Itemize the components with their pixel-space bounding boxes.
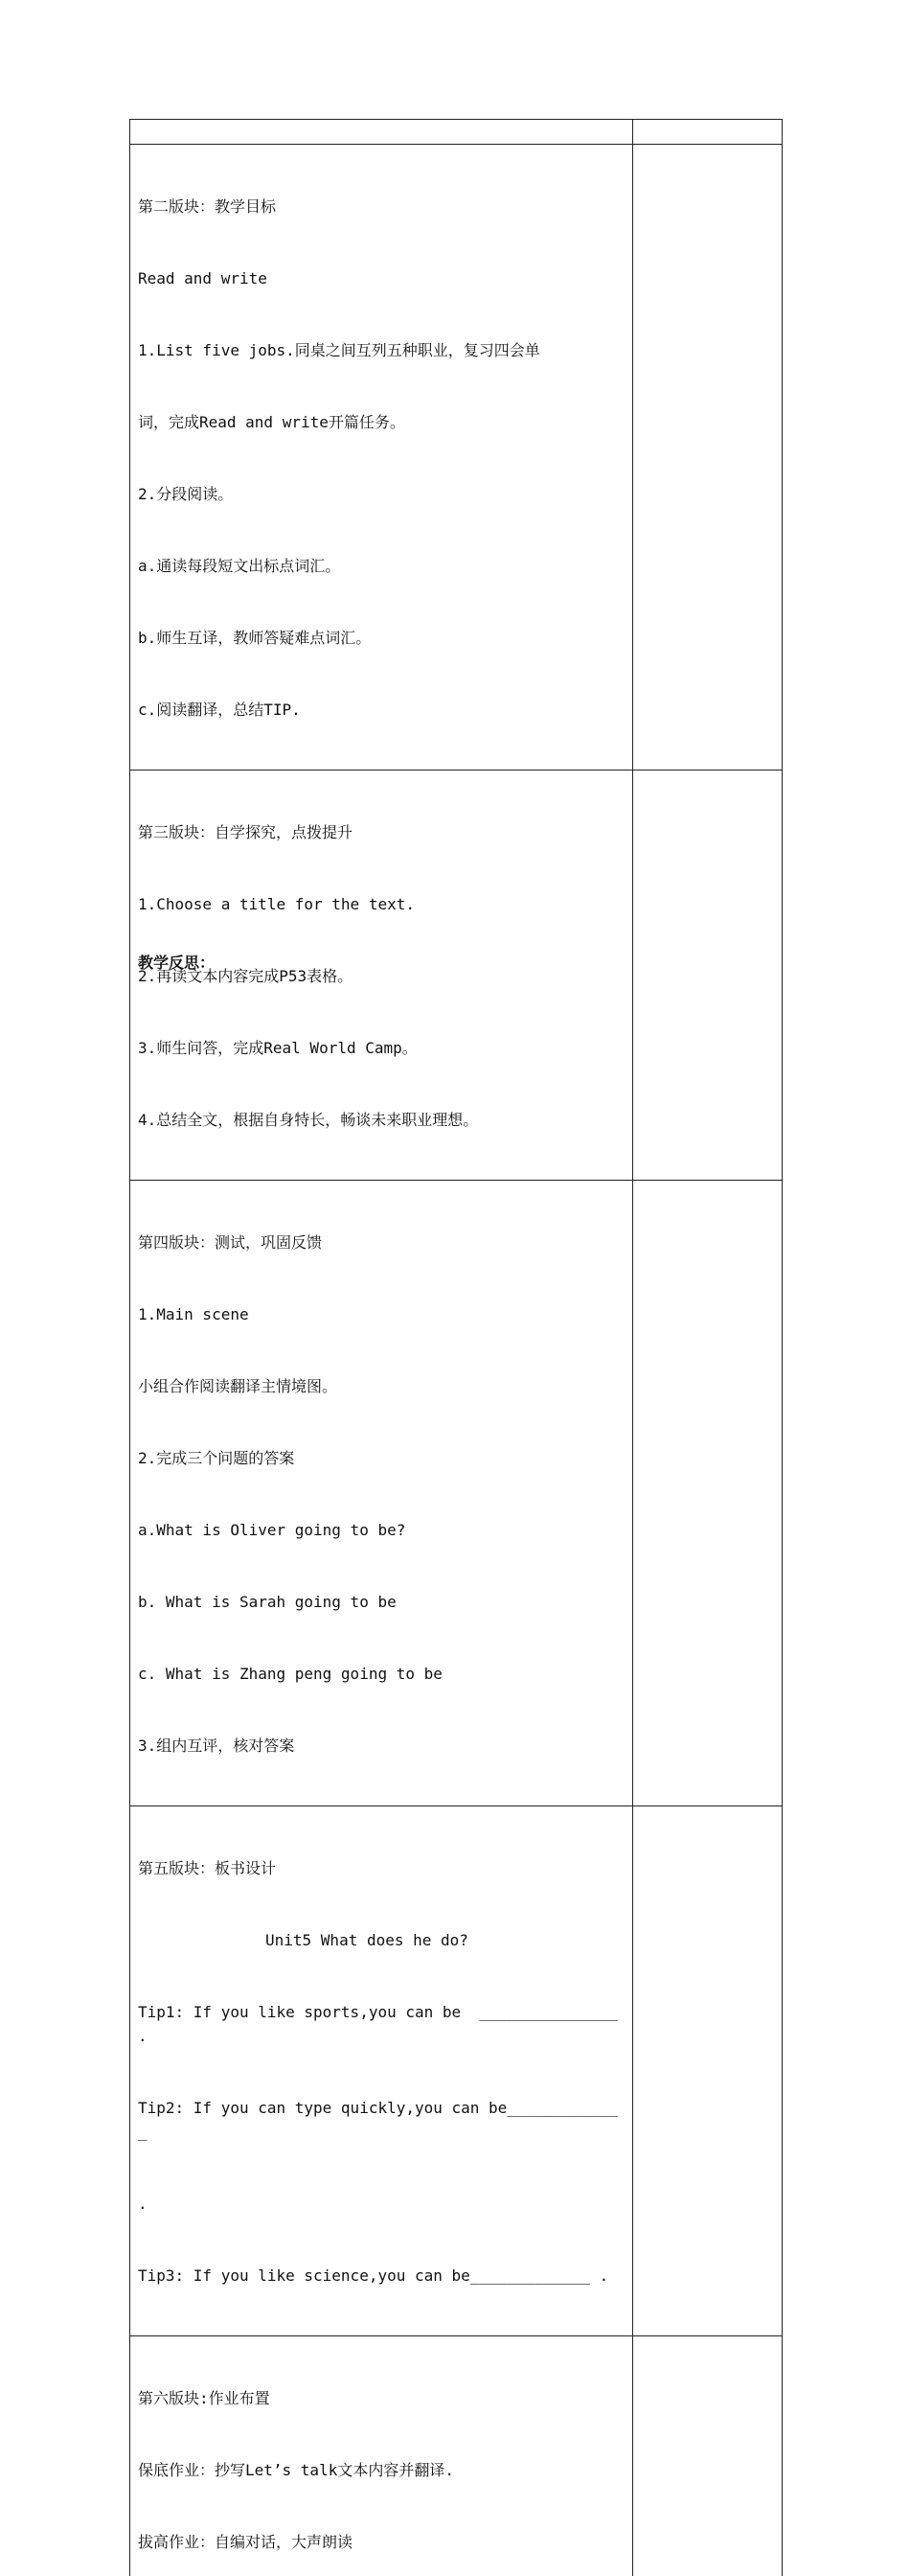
text-line: 2.完成三个问题的答案 (138, 1446, 626, 1470)
table-row-section3 (130, 770, 783, 1181)
text-line: 2.再读文本内容完成P53表格。 (138, 964, 626, 988)
text-line: 3.组内互评，核对答案 (138, 1734, 626, 1758)
text-line: 词，完成Read and write开篇任务。 (138, 410, 626, 434)
main-cell-section2 (130, 145, 633, 770)
text-line: c. What is Zhang peng going to be (138, 1662, 626, 1686)
text-line: 3.师生问答，完成Real World Camp。 (138, 1036, 626, 1060)
section-title: 第六版块:作业布置 (138, 2386, 626, 2410)
main-cell-section5 (130, 1806, 633, 2336)
text-line: Tip1: If you like sports,you can be _______________ . (138, 2000, 626, 2048)
side-cell-section5 (633, 1806, 783, 2336)
table-row-section4 (130, 1181, 783, 1806)
table-row-section6 (130, 2336, 783, 2576)
text-line: c.阅读翻译，总结TIP. (138, 698, 626, 722)
side-cell-section6 (633, 2336, 783, 2576)
text-line: Read and write (138, 266, 626, 290)
text-line: a.通读每段短文出标点词汇。 (138, 554, 626, 578)
section-title: 第五版块：板书设计 (138, 1856, 626, 1880)
main-cell-section3 (130, 770, 633, 1181)
reflection-label: 教学反思： (138, 952, 215, 975)
text-line: a.What is Oliver going to be? (138, 1518, 626, 1542)
section-title: 第三版块：自学探究，点拨提升 (138, 820, 626, 844)
lesson-plan-table (129, 119, 783, 2576)
text-line: . (138, 2192, 626, 2216)
text-line: 4.总结全文，根据自身特长，畅谈未来职业理想。 (138, 1108, 626, 1132)
main-cell-header (130, 120, 633, 145)
table-row-header (130, 120, 783, 145)
text-line: 拔高作业：自编对话，大声朗读 (138, 2530, 626, 2554)
text-line: Tip3: If you like science,you can be_____________ . (138, 2264, 626, 2288)
text-line: 1.Main scene (138, 1302, 626, 1326)
table-row-section2 (130, 145, 783, 770)
text-line: Tip2: If you can type quickly,you can be_____________ (138, 2096, 626, 2144)
text-line: 1.Choose a title for the text. (138, 892, 626, 916)
text-line: 2.分段阅读。 (138, 482, 626, 506)
board-heading: Unit5 What does he do? (138, 1928, 626, 1952)
text-line: b. What is Sarah going to be (138, 1590, 626, 1614)
main-cell-section6 (130, 2336, 633, 2576)
text-line: 1.List five jobs.同桌之间互列五种职业，复习四会单 (138, 338, 626, 362)
text-line: 小组合作阅读翻译主情境图。 (138, 1374, 626, 1398)
text-line: 保底作业：抄写Let’s talk文本内容并翻译. (138, 2458, 626, 2482)
table-row-section5 (130, 1806, 783, 2336)
side-cell-section3 (633, 770, 783, 1181)
side-cell-section4 (633, 1181, 783, 1806)
section-title: 第二版块：教学目标 (138, 195, 626, 218)
side-cell-section2 (633, 145, 783, 770)
main-cell-section4 (130, 1181, 633, 1806)
section-title: 第四版块：测试，巩固反馈 (138, 1230, 626, 1254)
side-cell-header (633, 120, 783, 145)
text-line: b.师生互译，教师答疑难点词汇。 (138, 626, 626, 650)
